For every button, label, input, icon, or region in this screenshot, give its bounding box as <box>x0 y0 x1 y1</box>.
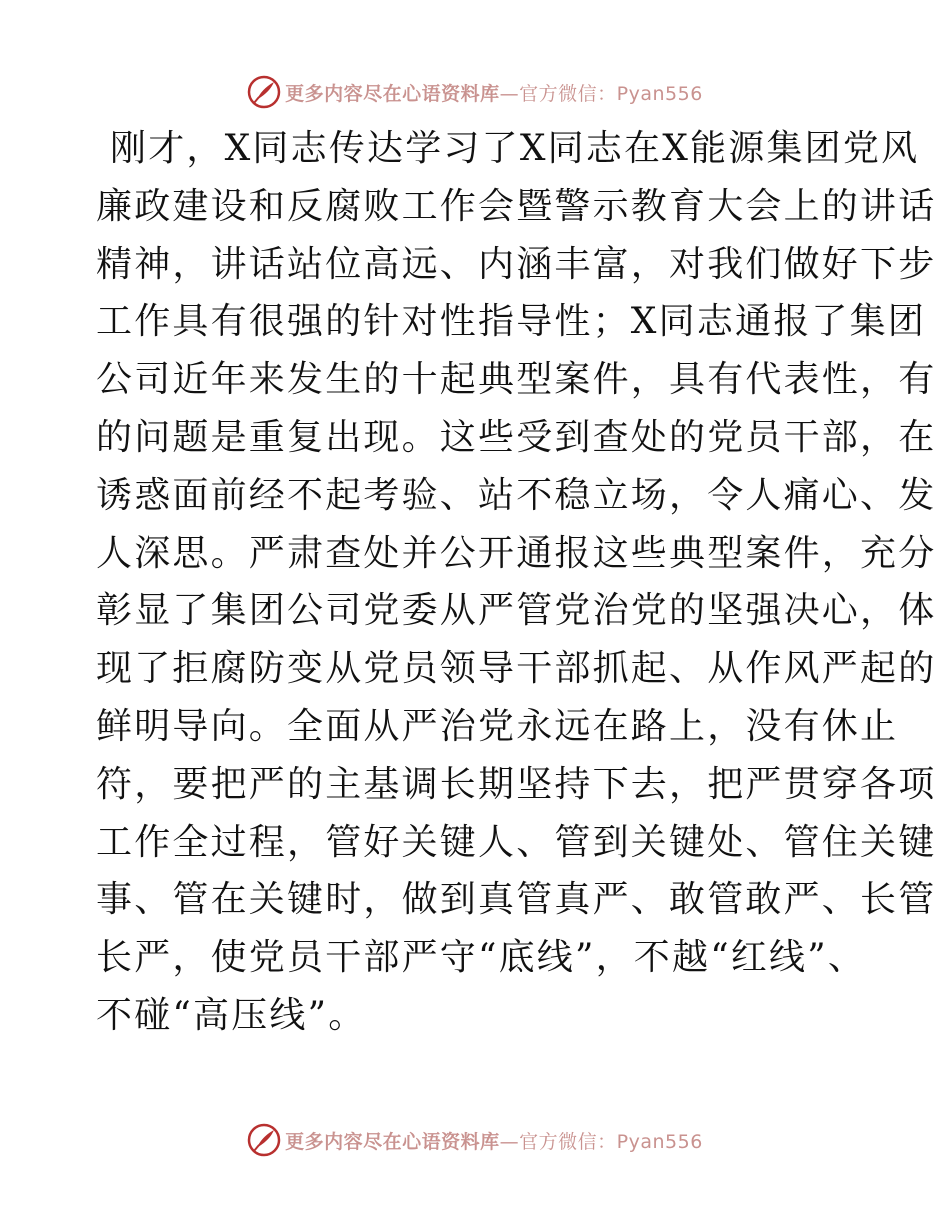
watermark-brand: 更多内容尽在心语资料库 <box>285 1130 500 1153</box>
quill-logo-icon <box>247 1123 281 1157</box>
paragraph-line: 的问题是重复出现。这些受到查处的党员干部，在 <box>96 416 937 458</box>
watermark-brand: 更多内容尽在心语资料库 <box>285 82 500 105</box>
footer-watermark <box>0 1120 950 1160</box>
watermark-contact: 官方微信：Pyan556 <box>519 1130 703 1153</box>
paragraph-line: 长严，使党员干部严守“底线”，不越“红线”、 <box>96 937 867 979</box>
paragraph-line: 彰显了集团公司党委从严管党治党的坚强决心，体 <box>96 590 937 632</box>
paragraph-line: 事、管在关键时，做到真管真严、敢管敢严、长管 <box>96 879 937 921</box>
paragraph-line: 廉政建设和反腐败工作会暨警示教育大会上的讲话 <box>96 185 937 227</box>
paragraph-line: 现了拒腐防变从党员领导干部抓起、从作风严起的 <box>96 648 937 690</box>
paragraph-line: 刚才，X同志传达学习了X同志在X能源集团党风 <box>110 128 920 169</box>
document-paragraph <box>96 120 937 1045</box>
watermark-dash: — <box>499 82 520 105</box>
watermark-dash: — <box>499 1130 520 1153</box>
paragraph-line: 诱惑面前经不起考验、站不稳立场，令人痛心、发 <box>96 474 937 516</box>
paragraph-line: 不碰“高压线”。 <box>96 994 367 1036</box>
paragraph-line: 公司近年来发生的十起典型案件，具有代表性，有 <box>96 359 937 401</box>
paragraph-line: 精神，讲话站位高远、内涵丰富，对我们做好下步 <box>96 243 937 285</box>
watermark-contact: 官方微信：Pyan556 <box>519 82 703 105</box>
paragraph-line: 鲜明导向。全面从严治党永远在路上，没有休止 <box>96 705 899 747</box>
paragraph-line: 工作全过程，管好关键人、管到关键处、管住关键 <box>96 821 937 863</box>
paragraph-line: 工作具有很强的针对性指导性；X同志通报了集团 <box>96 301 927 343</box>
quill-logo-icon <box>247 75 281 109</box>
paragraph-line: 人深思。严肃查处并公开通报这些典型案件，充分 <box>96 532 937 574</box>
paragraph-line: 符，要把严的主基调长期坚持下去，把严贯穿各项 <box>96 763 937 805</box>
header-watermark <box>0 72 950 112</box>
